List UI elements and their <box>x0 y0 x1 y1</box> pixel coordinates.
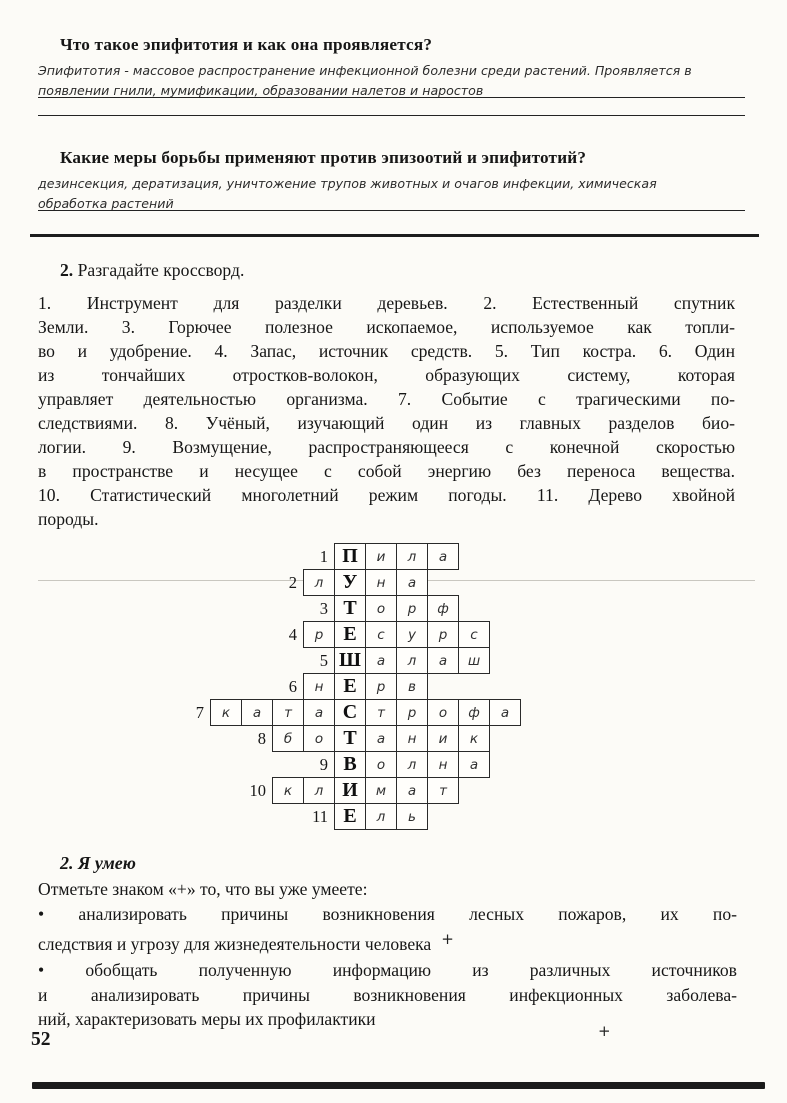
crossword-cell: л <box>396 647 428 674</box>
crossword-cell: о <box>303 725 335 752</box>
crossword-key-cell: П <box>334 543 366 570</box>
question-heading: Что такое эпифитотия и как она проявляется? <box>60 35 433 54</box>
crossword-cell: а <box>427 647 459 674</box>
clue-text-line: 1. Инструмент для разделки деревьев. 2. Естественный спутник <box>38 293 735 313</box>
skill-item-line: ний, характеризовать меры их профилактики <box>38 1009 376 1029</box>
clue-text-line: 10. Статистический многолетний режим погоды. 11. Дерево хвойной <box>38 485 735 505</box>
handwritten-answer-line: дезинсекция, дератизация, уничтожение трупов животных и очагов инфекции, химическая <box>38 176 657 191</box>
crossword-row-number: 10 <box>249 781 266 800</box>
crossword-key-cell: В <box>334 751 366 778</box>
skill-item-line-text: следствия и угрозу для жизнедеятельности человека <box>38 933 432 954</box>
crossword-cell: л <box>396 543 428 570</box>
crossword-cell: н <box>303 673 335 700</box>
crossword-cell: а <box>427 543 459 570</box>
crossword-cell: р <box>396 595 428 622</box>
crossword-cell: у <box>396 621 428 648</box>
crossword-key-cell: Е <box>334 803 366 830</box>
crossword-cell: о <box>365 751 397 778</box>
crossword-cell: ш <box>458 647 490 674</box>
crossword-cell: и <box>365 543 397 570</box>
crossword-cell: с <box>365 621 397 648</box>
crossword-cell: ь <box>396 803 428 830</box>
crossword-key-cell: С <box>334 699 366 726</box>
crossword-row-number: 6 <box>288 677 297 696</box>
crossword-cell: л <box>303 777 335 804</box>
skills-heading: 2. Я умею <box>60 853 136 873</box>
handwritten-answer-line: Эпифитотия - массовое распространение инфекционной болезни среди растений. Проявляется в <box>38 63 692 78</box>
crossword-cell: р <box>365 673 397 700</box>
crossword-key-cell: Т <box>334 595 366 622</box>
crossword-cell: в <box>396 673 428 700</box>
crossword-cell: б <box>272 725 304 752</box>
clue-text-line: во и удобрение. 4. Запас, источник средств. 5. Тип костра. 6. Один <box>38 341 735 361</box>
handwritten-answer-line: обработка растений <box>38 194 741 214</box>
crossword-cell: о <box>427 699 459 726</box>
section-divider-line <box>30 234 759 237</box>
crossword-row-number: 5 <box>319 651 328 670</box>
crossword-row-number: 7 <box>195 703 204 722</box>
task-title <box>38 258 735 282</box>
clue-text-line: из тончайших отростков-волокон, образующих систему, которая <box>38 365 735 385</box>
crossword-cell: к <box>272 777 304 804</box>
clue-text-line: управляет деятельностью организма. 7. Событие с трагическими по- <box>38 389 735 409</box>
crossword-row-number: 9 <box>319 755 328 774</box>
crossword-cell: ф <box>427 595 459 622</box>
crossword-row-number: 11 <box>312 807 328 826</box>
crossword-row-number: 3 <box>319 599 328 618</box>
crossword-cell: а <box>365 647 397 674</box>
handwritten-plus-mark: + <box>441 929 454 948</box>
crossword-cell: н <box>396 725 428 752</box>
crossword-cell: р <box>427 621 459 648</box>
handwritten-plus-mark: + <box>598 1022 611 1040</box>
crossword-cell: а <box>303 699 335 726</box>
skill-item-line: • анализировать причины возникновения лесных пожаров, их по- <box>38 904 737 924</box>
crossword-row-number: 8 <box>257 729 266 748</box>
crossword-cell: к <box>210 699 242 726</box>
clue-text-line: следствиями. 8. Учёный, изучающий один из главных разделов био- <box>38 413 735 433</box>
crossword-row-number: 4 <box>288 625 297 644</box>
question-block-epizootic-measures <box>38 147 741 214</box>
question-block-epiphytotia <box>38 0 741 116</box>
crossword-cell: т <box>365 699 397 726</box>
crossword-row-number: 1 <box>319 547 328 566</box>
crossword-key-cell: Е <box>334 621 366 648</box>
page-bottom-scan-bar <box>32 1082 765 1089</box>
clue-text-line: логии. 9. Возмущение, распространяющееся с конечной скоростью <box>38 437 735 457</box>
crossword-cell: л <box>365 803 397 830</box>
crossword-key-cell: Т <box>334 725 366 752</box>
ruled-answer-line <box>38 101 745 116</box>
crossword-cell: т <box>272 699 304 726</box>
crossword-cell: с <box>458 621 490 648</box>
crossword-cell: т <box>427 777 459 804</box>
crossword-cell: о <box>365 595 397 622</box>
skills-intro: Отметьте знаком «+» то, что вы уже умеете: <box>38 878 368 899</box>
crossword-cell: р <box>303 621 335 648</box>
crossword-cell: ф <box>458 699 490 726</box>
crossword-cell: а <box>241 699 273 726</box>
skills-self-check-section <box>38 851 737 1040</box>
question-heading: Какие меры борьбы применяют против эпизоотий и эпифитотий? <box>60 148 587 167</box>
crossword-cell: а <box>458 751 490 778</box>
crossword-cell: р <box>396 699 428 726</box>
crossword-cell: а <box>396 777 428 804</box>
crossword-grid <box>38 543 757 835</box>
crossword-cell: а <box>489 699 521 726</box>
crossword-cell: а <box>396 569 428 596</box>
crossword-task <box>38 258 735 531</box>
crossword-cell: м <box>365 777 397 804</box>
crossword-cell: н <box>427 751 459 778</box>
crossword-row-number: 2 <box>288 573 297 592</box>
skill-item-1 <box>38 902 737 956</box>
task-number: 2. <box>60 260 74 280</box>
handwritten-answer-line: появлении гнили, мумификации, образовании налетов и наростов <box>38 81 741 101</box>
clue-text-line: Земли. 3. Горючее полезное ископаемое, используемое как топли- <box>38 317 735 337</box>
crossword-cell: л <box>303 569 335 596</box>
crossword-key-cell: У <box>334 569 366 596</box>
crossword-cell: н <box>365 569 397 596</box>
skill-item-2 <box>38 958 737 1040</box>
page-number: 52 <box>31 1029 51 1050</box>
crossword-cell: а <box>365 725 397 752</box>
skill-item-line <box>38 927 737 957</box>
task-title-text: Разгадайте кроссворд. <box>77 260 245 280</box>
crossword-key-cell: Е <box>334 673 366 700</box>
crossword-key-cell: Ш <box>334 647 366 674</box>
skill-item-line: • обобщать полученную информацию из различных источников <box>38 960 737 980</box>
crossword-clues <box>38 291 735 531</box>
clue-text-line: в пространстве и несущее с собой энергию без переноса вещества. <box>38 461 735 481</box>
crossword-cell: и <box>427 725 459 752</box>
skill-item-line: и анализировать причины возникновения инфекционных заболева- <box>38 984 737 1005</box>
crossword-cell: л <box>396 751 428 778</box>
crossword-key-cell: И <box>334 777 366 804</box>
crossword-cell: к <box>458 725 490 752</box>
clue-text-line: породы. <box>38 509 99 529</box>
